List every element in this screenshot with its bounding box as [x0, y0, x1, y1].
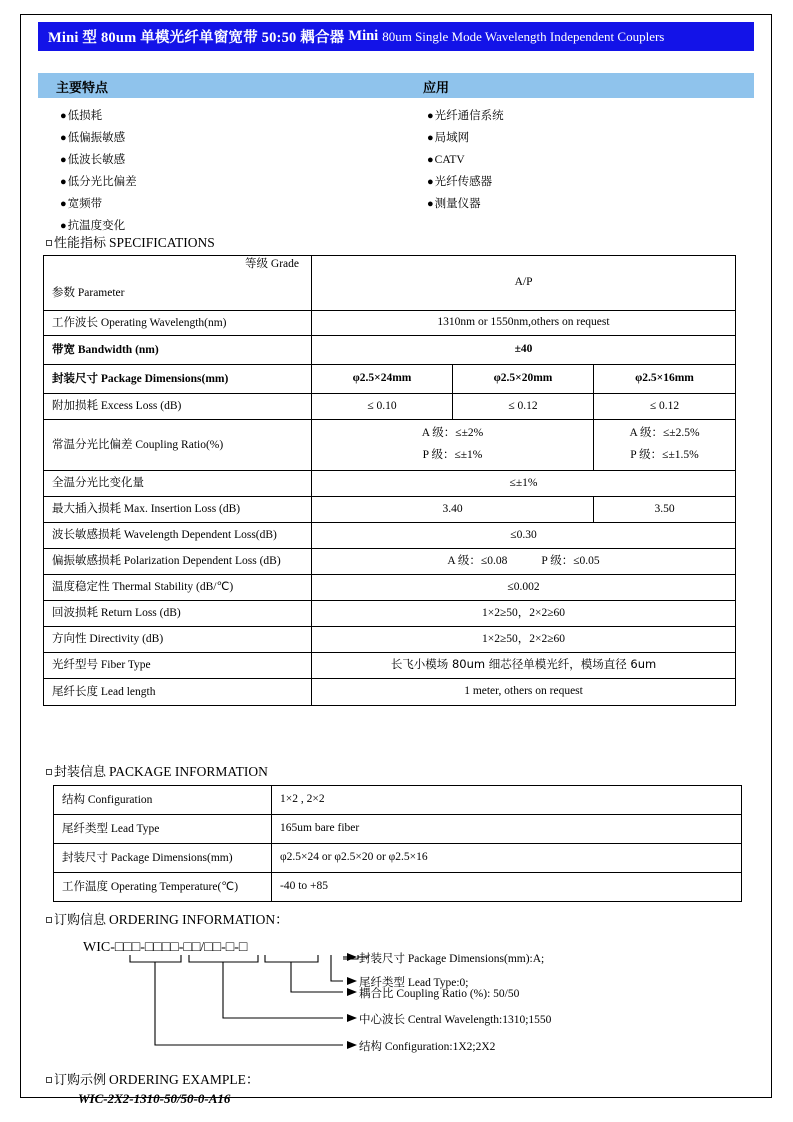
- annotation-package-dimensions: 封装尺寸 Package Dimensions(mm):A;: [359, 951, 545, 965]
- table-row: [44, 394, 736, 420]
- ordering-code-pattern: WIC-□□□-□□□□-□□/□□-□-□: [83, 940, 248, 955]
- table-row: [44, 365, 736, 394]
- arrow-head-lead-type: [347, 977, 357, 985]
- table-row: [44, 471, 736, 497]
- arrow-head-package-dimensions: [347, 953, 357, 961]
- bullet-icon: ●: [60, 132, 67, 144]
- square-bullet-icon: [46, 917, 52, 923]
- row-value-bandwidth: ±40: [312, 336, 736, 365]
- specifications-table: [43, 255, 736, 706]
- row-value-return-loss: 1×2≥50，2×2≥60: [312, 601, 736, 627]
- list-item: ●光纤传感器: [427, 174, 493, 188]
- bullet-icon: ●: [60, 110, 67, 122]
- row-value-full-temp-variation: ≤±1%: [312, 471, 736, 497]
- bullet-icon: ●: [427, 110, 434, 122]
- annotation-lead-type: 尾纤类型 Lead Type:0;: [359, 975, 469, 989]
- square-bullet-icon: [46, 1077, 52, 1083]
- annotation-coupling-ratio: 耦合比 Coupling Ratio (%): 50/50: [359, 986, 520, 1000]
- row-value-max-insertion-loss-c: 3.50: [594, 497, 736, 523]
- row-value-excess-loss-1: ≤ 0.10: [312, 394, 453, 420]
- row-label-excess-loss: 附加损耗 Excess Loss (dB): [44, 394, 312, 420]
- bullet-icon: ●: [60, 176, 67, 188]
- row-value-operating-wavelength: 1310nm or 1550nm,others on request: [312, 311, 736, 336]
- ordering-example-value: WIC-2X2-1310-50/50-0-A16: [78, 1091, 231, 1106]
- list-item: ●低损耗: [60, 108, 103, 122]
- list-item: ●低偏振敏感: [60, 130, 126, 144]
- table-row: [54, 873, 742, 902]
- table-row: [44, 601, 736, 627]
- annotation-configuration: 结构 Configuration:1X2;2X2: [359, 1039, 496, 1053]
- applications-header-label: 应用: [423, 80, 450, 95]
- row-value-operating-temperature: -40 to +85: [272, 873, 742, 902]
- document-title-bar: [38, 22, 754, 51]
- grade-parameter-cell: [44, 256, 312, 311]
- title-english: 80um Single Mode Wavelength Independent Couplers: [382, 28, 665, 44]
- row-label-coupling-ratio: 常温分光比偏差 Coupling Ratio(%): [44, 420, 312, 471]
- square-bullet-icon: [46, 769, 52, 775]
- package-information-table: [53, 785, 742, 902]
- section-heading-package: 封装信息 PACKAGE INFORMATION: [46, 761, 268, 780]
- row-value-coupling-ratio-ab: A 级：≤±2% P 级：≤±1%: [312, 420, 594, 471]
- list-item: ●CATV: [427, 154, 465, 166]
- row-label-lead-length: 尾纤长度 Lead length: [44, 679, 312, 706]
- table-row: [44, 420, 736, 471]
- page-border: [20, 14, 772, 1106]
- row-label-full-temp-variation: 全温分光比变化量: [44, 471, 312, 497]
- row-value-polarization-dependent-loss: A 级：≤0.08 P 级：≤0.05: [312, 549, 736, 575]
- table-row: [44, 497, 736, 523]
- row-label-bandwidth: 带宽 Bandwidth (nm): [44, 336, 312, 365]
- features-applications-header-bar: [38, 73, 754, 98]
- row-value-lead-length: 1 meter, others on request: [312, 679, 736, 706]
- row-label-configuration: 结构 Configuration: [54, 786, 272, 815]
- row-value-fiber-type: 长飞小模场 80um 细芯径单模光纤，模场直径 6um: [312, 653, 736, 679]
- row-value-package-dimensions: φ2.5×24 or φ2.5×20 or φ2.5×16: [272, 844, 742, 873]
- arrow-head-configuration: [347, 1041, 357, 1049]
- list-item: ●抗温度变化: [60, 218, 126, 232]
- table-row: [54, 786, 742, 815]
- row-value-package-dim-3: φ2.5×16mm: [594, 365, 736, 394]
- row-label-thermal-stability: 温度稳定性 Thermal Stability (dB/℃): [44, 575, 312, 601]
- row-value-configuration: 1×2 , 2×2: [272, 786, 742, 815]
- table-row: [44, 523, 736, 549]
- row-value-thermal-stability: ≤0.002: [312, 575, 736, 601]
- row-label-package-dimensions: 封装尺寸 Package Dimensions(mm): [54, 844, 272, 873]
- table-row: [44, 679, 736, 706]
- title-chinese: Mini 型 80um 单模光纤单窗宽带 50:50 耦合器: [48, 30, 345, 46]
- row-label-max-insertion-loss: 最大插入损耗 Max. Insertion Loss (dB): [44, 497, 312, 523]
- parameter-label: 参数 Parameter: [52, 284, 125, 299]
- bullet-icon: ●: [427, 198, 434, 210]
- row-value-package-dim-1: φ2.5×24mm: [312, 365, 453, 394]
- table-row: [44, 653, 736, 679]
- grade-label: 等级 Grade: [245, 256, 299, 270]
- bullet-icon: ●: [427, 132, 434, 144]
- row-label-package-dimensions: 封装尺寸 Package Dimensions(mm): [44, 365, 312, 394]
- table-row: [44, 549, 736, 575]
- row-label-return-loss: 回波损耗 Return Loss (dB): [44, 601, 312, 627]
- row-label-wavelength-dependent-loss: 波长敏感损耗 Wavelength Dependent Loss(dB): [44, 523, 312, 549]
- table-row: [44, 575, 736, 601]
- row-value-directivity: 1×2≥50，2×2≥60: [312, 627, 736, 653]
- bullet-icon: ●: [60, 154, 67, 166]
- features-list: [60, 105, 137, 237]
- bullet-icon: ●: [427, 154, 434, 166]
- row-label-fiber-type: 光纤型号 Fiber Type: [44, 653, 312, 679]
- section-heading-specifications: 性能指标 SPECIFICATIONS: [46, 232, 215, 251]
- row-label-polarization-dependent-loss: 偏振敏感损耗 Polarization Dependent Loss (dB): [44, 549, 312, 575]
- arrow-head-central-wavelength: [347, 1014, 357, 1022]
- grade-value-cell: A/P: [312, 256, 736, 311]
- row-value-max-insertion-loss-ab: 3.40: [312, 497, 594, 523]
- list-item: ●低波长敏感: [60, 152, 126, 166]
- table-row: [54, 815, 742, 844]
- list-item: ●光纤通信系统: [427, 108, 504, 122]
- row-label-operating-wavelength: 工作波长 Operating Wavelength(nm): [44, 311, 312, 336]
- row-value-excess-loss-3: ≤ 0.12: [594, 394, 736, 420]
- applications-list: [427, 105, 504, 215]
- row-value-package-dim-2: φ2.5×20mm: [453, 365, 594, 394]
- table-row: [44, 311, 736, 336]
- arrow-head-coupling-ratio: [347, 988, 357, 996]
- row-value-excess-loss-2: ≤ 0.12: [453, 394, 594, 420]
- list-item: ●局域网: [427, 130, 470, 144]
- table-row-header: [44, 256, 736, 311]
- section-heading-ordering: 订购信息 ORDERING INFORMATION：: [46, 908, 289, 928]
- title-english-bold: Mini: [348, 28, 379, 44]
- bullet-icon: ●: [60, 220, 67, 232]
- table-row: [44, 627, 736, 653]
- annotation-central-wavelength: 中心波长 Central Wavelength:1310;1550: [359, 1012, 552, 1026]
- list-item: ●测量仪器: [427, 196, 481, 210]
- row-value-wavelength-dependent-loss: ≤0.30: [312, 523, 736, 549]
- list-item: ●低分光比偏差: [60, 174, 137, 188]
- row-label-directivity: 方向性 Directivity (dB): [44, 627, 312, 653]
- bullet-icon: ●: [427, 176, 434, 188]
- section-heading-example: 订购示例 ORDERING EXAMPLE：: [46, 1068, 259, 1088]
- square-bullet-icon: [46, 240, 52, 246]
- bullet-icon: ●: [60, 198, 67, 210]
- row-value-lead-type: 165um bare fiber: [272, 815, 742, 844]
- row-value-coupling-ratio-c: A 级：≤±2.5% P 级：≤±1.5%: [594, 420, 736, 471]
- list-item: ●宽频带: [60, 196, 103, 210]
- features-header-label: 主要特点: [56, 80, 109, 95]
- row-label-lead-type: 尾纤类型 Lead Type: [54, 815, 272, 844]
- row-label-operating-temperature: 工作温度 Operating Temperature(℃): [54, 873, 272, 902]
- table-row: [54, 844, 742, 873]
- table-row: [44, 336, 736, 365]
